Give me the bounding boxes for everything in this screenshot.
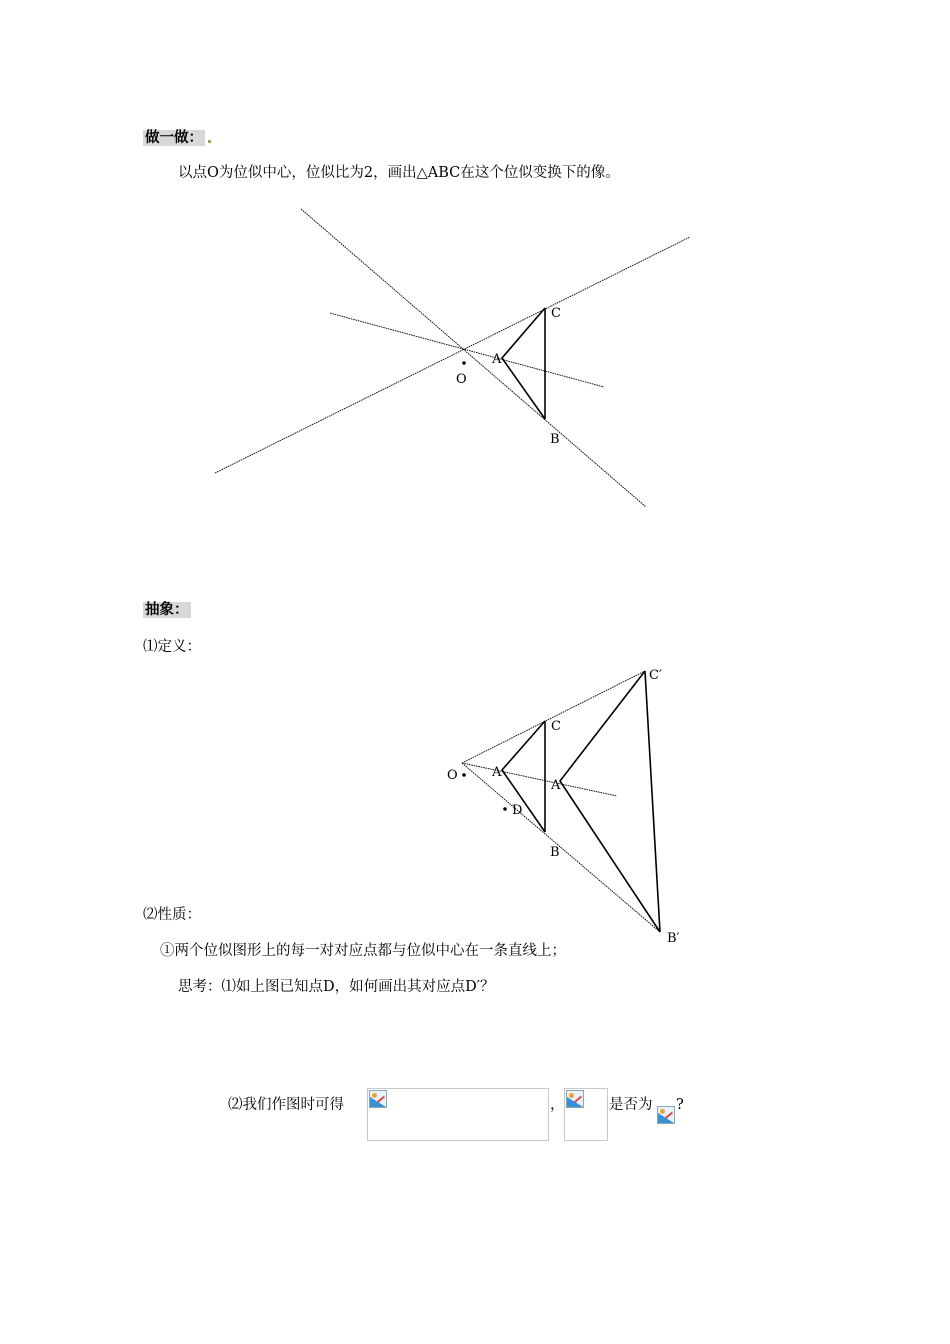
label-A: A bbox=[492, 765, 502, 780]
ray-O-Cprime bbox=[462, 671, 645, 763]
triangle-image-side-CB bbox=[645, 671, 660, 932]
property-label: ⑵性质： bbox=[143, 907, 201, 923]
question-2-prefix: ⑵我们作图时可得 bbox=[228, 1097, 344, 1113]
label-B: B bbox=[550, 845, 560, 860]
triangle-image-sides bbox=[560, 671, 660, 932]
broken-image-icon bbox=[657, 1106, 675, 1124]
definition-label: ⑴定义： bbox=[143, 639, 201, 655]
instruction-text: 以点O为位似中心，位似比为2，画出△ABC在这个位似变换下的像。 bbox=[178, 165, 620, 181]
question-2-middle: 是否为 bbox=[609, 1097, 653, 1113]
question-2-end: ? bbox=[676, 1097, 684, 1113]
point-D-dot bbox=[503, 807, 507, 811]
label-C-prime: C′ bbox=[649, 668, 662, 683]
label-D: D bbox=[512, 803, 523, 818]
ray-O-Aprime bbox=[462, 763, 617, 796]
formula-image-placeholder-2 bbox=[564, 1088, 608, 1141]
ray-O-Bprime bbox=[462, 763, 660, 932]
label-O: O bbox=[447, 768, 458, 783]
label-B-prime: B′ bbox=[667, 931, 680, 946]
heading-chouxiang: 抽象： bbox=[145, 602, 189, 618]
broken-image-icon bbox=[369, 1090, 387, 1108]
label-A-prime: A bbox=[551, 778, 561, 793]
question-2-comma: ， bbox=[550, 1097, 565, 1113]
label-O: O bbox=[456, 372, 467, 387]
property-1-text: ①两个位似图形上的每一对对应点都与位似中心在一条直线上； bbox=[160, 943, 566, 959]
broken-image-icon bbox=[566, 1090, 584, 1108]
think-question-1: 思考：⑴如上图已知点D，如何画出其对应点D′？ bbox=[178, 979, 495, 995]
label-B: B bbox=[550, 432, 560, 447]
label-C: C bbox=[551, 719, 561, 734]
heading-zuoyizuo: 做一做： bbox=[143, 131, 211, 146]
formula-image-placeholder-1 bbox=[367, 1088, 549, 1141]
label-A: A bbox=[492, 352, 502, 367]
point-O-dot bbox=[462, 773, 466, 777]
label-C: C bbox=[551, 306, 561, 321]
